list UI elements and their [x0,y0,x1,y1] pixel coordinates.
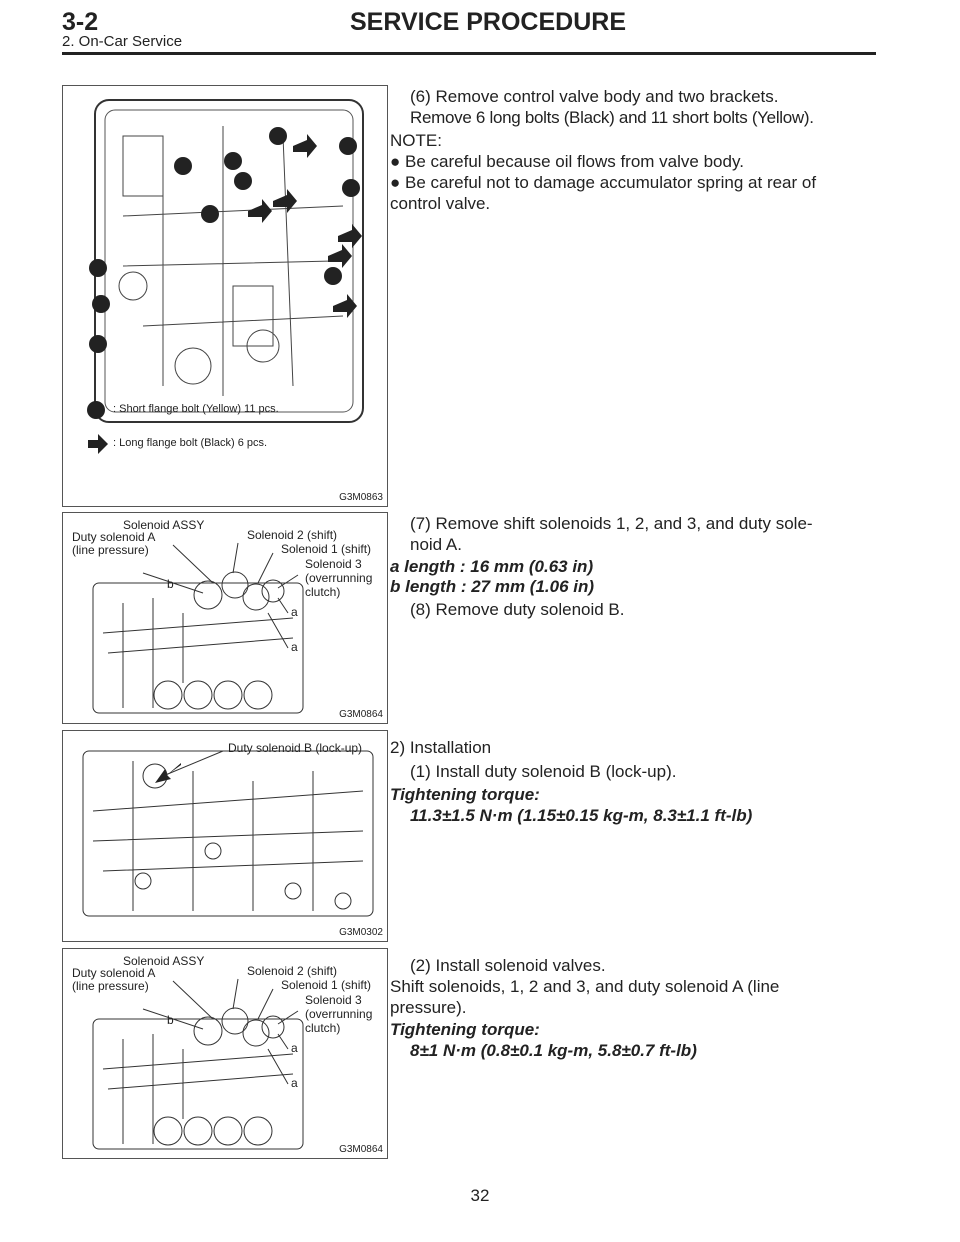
note-item [390,151,744,172]
step-6-detail: Remove 6 long bolts (Black) and 11 short bolts (Yellow). [410,108,814,127]
note-text: Be careful not to damage accumulator spring at rear of [405,173,817,192]
label-a: a [291,1041,298,1055]
step-7-cont: noid A. [410,535,462,554]
figure-valve-body-bolts [62,85,388,507]
label-duty-solenoid-b: Duty solenoid B (lock-up) [228,741,363,755]
figure-solenoids-removal [62,512,388,724]
step-7: (7) Remove shift solenoids 1, 2, and 3, and duty sole- [410,514,813,533]
label-solenoid-1: Solenoid 1 (shift) [281,542,372,556]
short-bolt-legend-icon [87,401,105,419]
section-number: 3-2 [62,8,99,36]
label-solenoid-1: Solenoid 1 (shift) [281,978,372,992]
long-bolt-legend-icon [88,434,108,454]
header-rule [62,52,876,55]
bolt-markers [89,127,362,353]
label-b: b [167,577,174,591]
label-overrunning: (overrunning [305,571,373,585]
bullet-icon: ● [390,152,401,171]
label-a: a [291,640,298,654]
torque-label: Tightening torque: [390,1020,540,1039]
install-step-2: (2) Install solenoid valves. [410,956,606,975]
note-label: NOTE: [390,131,442,150]
legend-short-bolt: : Short flange bolt (Yellow) 11 pcs. [113,403,279,415]
figure-id: G3M0864 [339,1144,383,1155]
page-title: SERVICE PROCEDURE [350,8,626,36]
b-length-spec: b length : 27 mm (1.06 in) [390,577,595,596]
label-solenoid-3: Solenoid 3 [305,993,362,1007]
figure-solenoids-install [62,948,388,1159]
installation-heading: 2) Installation [390,738,492,757]
torque-spec-1: 11.3±1.5 N·m (1.15±0.15 kg-m, 8.3±1.1 ft-lb) [410,806,753,825]
torque-label: Tightening torque: [390,785,540,804]
label-line-pressure: (line pressure) [72,543,149,557]
label-clutch: clutch) [305,585,341,599]
label-a: a [291,605,298,619]
bullet-icon: ● [390,173,401,192]
figure-id: G3M0864 [339,709,383,720]
label-line-pressure: (line pressure) [72,979,149,993]
legend-long-bolt: : Long flange bolt (Black) 6 pcs. [113,437,268,449]
install-step-2-detail: Shift solenoids, 1, 2 and 3, and duty solenoid A (line [390,977,780,996]
note-item [390,172,816,193]
label-solenoid-assy: Solenoid ASSY [123,518,205,532]
figure-duty-solenoid-b [62,730,388,942]
figure-id: G3M0863 [339,492,383,503]
figure-id: G3M0302 [339,927,383,938]
install-step-1: (1) Install duty solenoid B (lock-up). [410,762,677,781]
label-clutch: clutch) [305,1021,341,1035]
label-duty-solenoid-a: Duty solenoid A [72,966,156,980]
page-number: 32 [470,1186,490,1205]
step-8: (8) Remove duty solenoid B. [410,600,625,619]
install-step-2-cont: pressure). [390,998,467,1017]
label-overrunning: (overrunning [305,1007,373,1021]
duty-solenoid-b-illustration [63,731,387,941]
note-text-cont: control valve. [390,194,491,213]
label-solenoid-2: Solenoid 2 (shift) [247,964,338,978]
label-solenoid-3: Solenoid 3 [305,557,362,571]
label-a: a [291,1076,298,1090]
note-text: Be careful because oil flows from valve body. [405,152,744,171]
a-length-spec: a length : 16 mm (0.63 in) [390,557,594,576]
step-6: (6) Remove control valve body and two brackets. [410,87,779,106]
torque-spec-2: 8±1 N·m (0.8±0.1 kg-m, 5.8±0.7 ft-lb) [410,1041,697,1060]
label-solenoid-2: Solenoid 2 (shift) [247,528,338,542]
label-b: b [167,1013,174,1027]
label-solenoid-assy: Solenoid ASSY [123,954,205,968]
label-duty-solenoid-a: Duty solenoid A [72,530,156,544]
subsection-title: 2. On-Car Service [62,33,183,50]
